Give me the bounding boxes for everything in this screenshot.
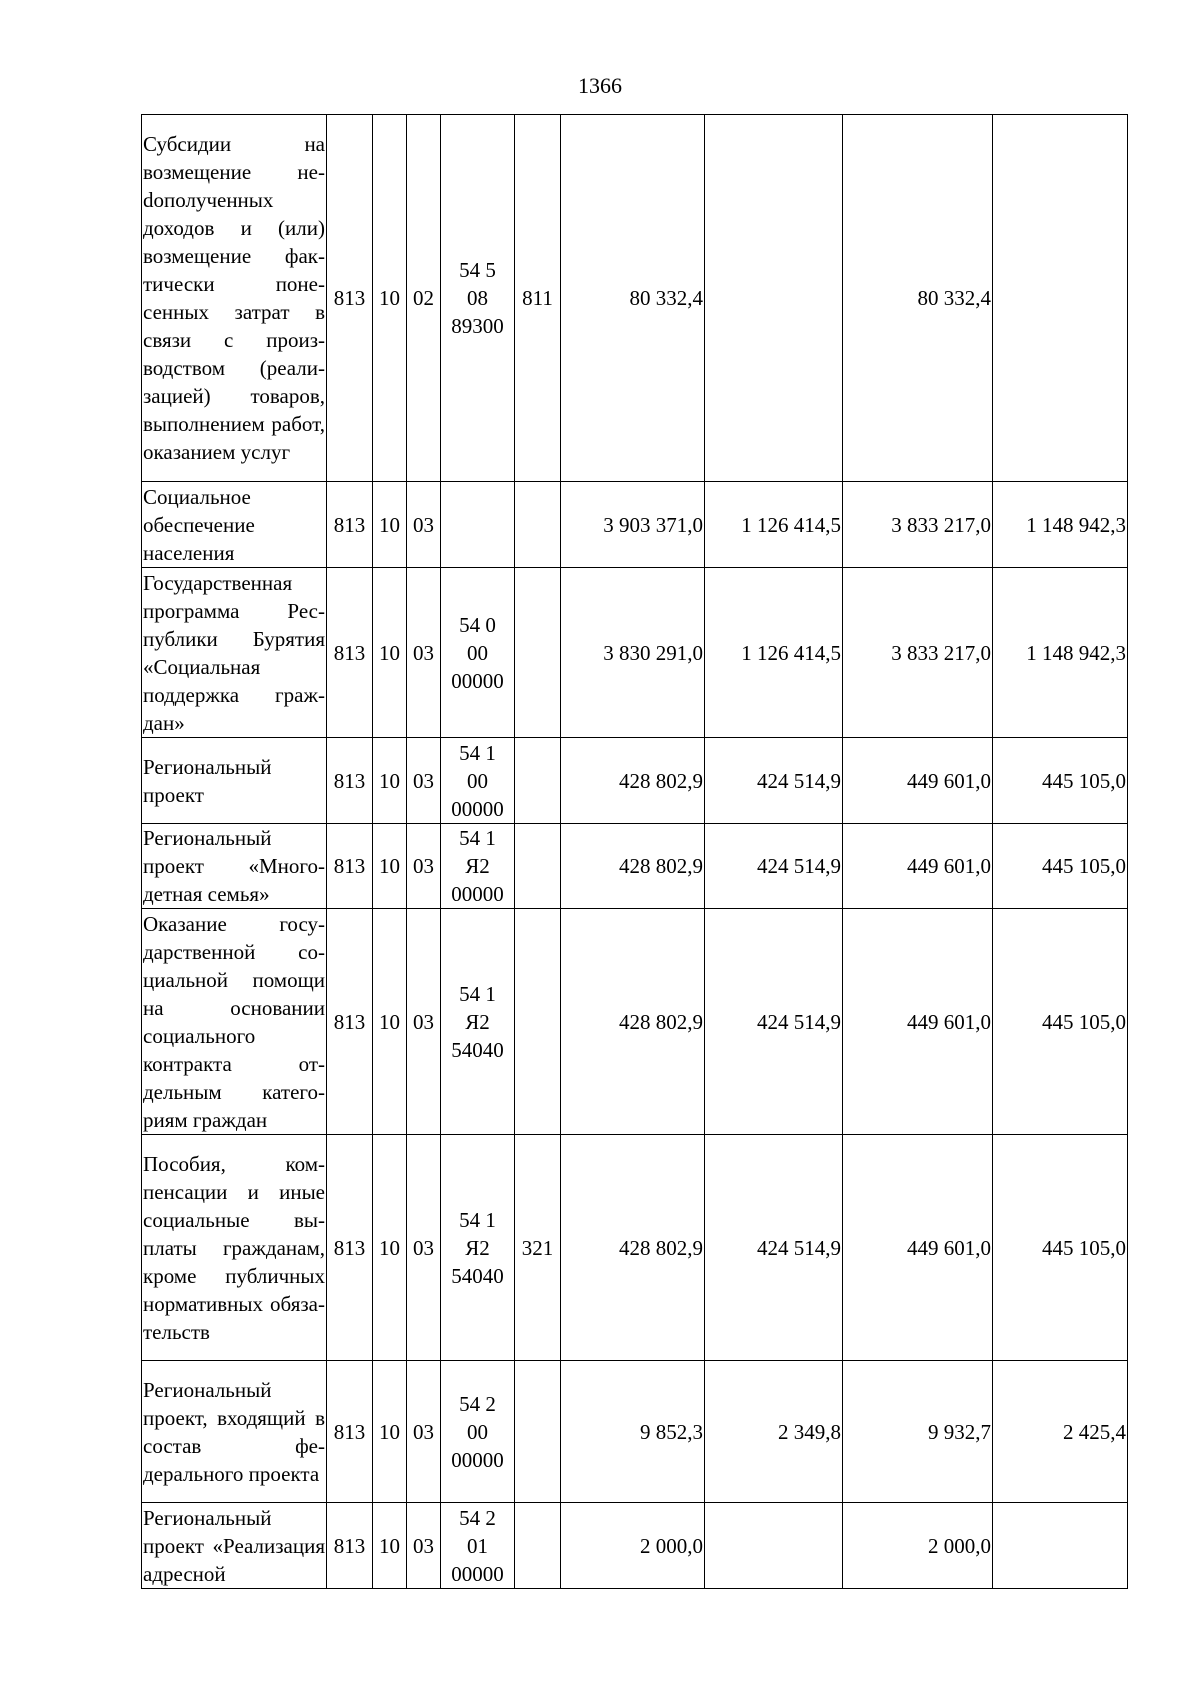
amount-cell: 1 126 414,5 (705, 482, 843, 568)
amount-cell: 449 601,0 (843, 738, 993, 824)
target-article-cell: 54 0 00 00000 (441, 568, 515, 738)
amount-cell: 449 601,0 (843, 909, 993, 1135)
amount-cell: 1 148 942,3 (993, 568, 1128, 738)
section-code-cell: 10 (373, 824, 407, 909)
subsection-code-cell: 03 (407, 482, 441, 568)
table-row (142, 568, 1128, 738)
amount-cell: 80 332,4 (843, 115, 993, 482)
ministry-code-cell: 813 (327, 1361, 373, 1503)
expense-name-cell: Пособия, компенсации и иные социальные выплаты гражданам, кроме публичных нормативных обязательств (142, 1135, 327, 1361)
amount-cell: 449 601,0 (843, 1135, 993, 1361)
amount-cell: 9 852,3 (561, 1361, 705, 1503)
section-code-cell: 10 (373, 1503, 407, 1589)
amount-cell: 80 332,4 (561, 115, 705, 482)
target-article-cell: 54 1 Я2 54040 (441, 909, 515, 1135)
target-article-cell: 54 1 00 00000 (441, 738, 515, 824)
section-code-cell: 10 (373, 115, 407, 482)
table-row (142, 738, 1128, 824)
table-row (142, 824, 1128, 909)
expense-name-cell: Региональный проект, входящий в состав федерального проекта (142, 1361, 327, 1503)
expense-type-cell (515, 568, 561, 738)
expense-type-cell (515, 738, 561, 824)
table-body (142, 115, 1128, 1589)
expense-name-cell: Региональный проект «Многодетная семья» (142, 824, 327, 909)
expense-type-cell (515, 909, 561, 1135)
amount-cell: 3 830 291,0 (561, 568, 705, 738)
section-code-cell: 10 (373, 568, 407, 738)
amount-cell: 1 126 414,5 (705, 568, 843, 738)
amount-cell: 3 833 217,0 (843, 482, 993, 568)
amount-cell: 428 802,9 (561, 824, 705, 909)
target-article-cell (441, 482, 515, 568)
target-article-cell: 54 5 08 89300 (441, 115, 515, 482)
section-code-cell: 10 (373, 909, 407, 1135)
expense-name-cell: Региональный проект «Реализация адресной (142, 1503, 327, 1589)
subsection-code-cell: 03 (407, 1361, 441, 1503)
budget-table (141, 114, 1128, 1589)
expense-type-cell (515, 1503, 561, 1589)
table-row (142, 1135, 1128, 1361)
amount-cell: 445 105,0 (993, 824, 1128, 909)
subsection-code-cell: 03 (407, 1503, 441, 1589)
amount-cell (705, 115, 843, 482)
amount-cell: 424 514,9 (705, 1135, 843, 1361)
amount-cell: 428 802,9 (561, 738, 705, 824)
table-row (142, 1503, 1128, 1589)
expense-name-cell: Государственная программа Республики Бурятия «Социальная поддержка граждан» (142, 568, 327, 738)
expense-name-cell: Региональный проект (142, 738, 327, 824)
subsection-code-cell: 03 (407, 909, 441, 1135)
target-article-cell: 54 1 Я2 54040 (441, 1135, 515, 1361)
target-article-cell: 54 1 Я2 00000 (441, 824, 515, 909)
section-code-cell: 10 (373, 482, 407, 568)
table-row (142, 1361, 1128, 1503)
amount-cell (993, 115, 1128, 482)
amount-cell: 449 601,0 (843, 824, 993, 909)
expense-name-cell: Субсидии на возмещение неdополученных доходов и (или) возмещение фактически понесенных затрат в связи с производством (реализацией) товаров, выполнением работ, оказанием услуг (142, 115, 327, 482)
target-article-cell: 54 2 00 00000 (441, 1361, 515, 1503)
expense-type-cell (515, 482, 561, 568)
amount-cell: 2 000,0 (561, 1503, 705, 1589)
table-row (142, 115, 1128, 482)
ministry-code-cell: 813 (327, 1135, 373, 1361)
expense-name-cell: Социальное обеспечение населения (142, 482, 327, 568)
subsection-code-cell: 03 (407, 824, 441, 909)
amount-cell: 445 105,0 (993, 1135, 1128, 1361)
amount-cell: 2 349,8 (705, 1361, 843, 1503)
amount-cell: 1 148 942,3 (993, 482, 1128, 568)
amount-cell: 445 105,0 (993, 909, 1128, 1135)
expense-type-cell: 321 (515, 1135, 561, 1361)
page-number: 1366 (578, 73, 622, 98)
amount-cell: 424 514,9 (705, 909, 843, 1135)
table-row (142, 482, 1128, 568)
amount-cell: 2 000,0 (843, 1503, 993, 1589)
subsection-code-cell: 03 (407, 568, 441, 738)
amount-cell: 3 903 371,0 (561, 482, 705, 568)
subsection-code-cell: 03 (407, 1135, 441, 1361)
subsection-code-cell: 03 (407, 738, 441, 824)
expense-type-cell (515, 1361, 561, 1503)
amount-cell: 428 802,9 (561, 1135, 705, 1361)
section-code-cell: 10 (373, 1361, 407, 1503)
target-article-cell: 54 2 01 00000 (441, 1503, 515, 1589)
expense-type-cell (515, 824, 561, 909)
amount-cell: 2 425,4 (993, 1361, 1128, 1503)
expense-name-cell: Оказание государственной социальной помощи на основании социального контракта отдельным категориям граждан (142, 909, 327, 1135)
ministry-code-cell: 813 (327, 738, 373, 824)
ministry-code-cell: 813 (327, 909, 373, 1135)
amount-cell: 3 833 217,0 (843, 568, 993, 738)
ministry-code-cell: 813 (327, 568, 373, 738)
section-code-cell: 10 (373, 738, 407, 824)
amount-cell: 445 105,0 (993, 738, 1128, 824)
ministry-code-cell: 813 (327, 482, 373, 568)
expense-type-cell: 811 (515, 115, 561, 482)
amount-cell: 428 802,9 (561, 909, 705, 1135)
ministry-code-cell: 813 (327, 1503, 373, 1589)
amount-cell: 424 514,9 (705, 824, 843, 909)
section-code-cell: 10 (373, 1135, 407, 1361)
amount-cell: 9 932,7 (843, 1361, 993, 1503)
ministry-code-cell: 813 (327, 824, 373, 909)
ministry-code-cell: 813 (327, 115, 373, 482)
amount-cell (705, 1503, 843, 1589)
amount-cell: 424 514,9 (705, 738, 843, 824)
table-row (142, 909, 1128, 1135)
subsection-code-cell: 02 (407, 115, 441, 482)
amount-cell (993, 1503, 1128, 1589)
